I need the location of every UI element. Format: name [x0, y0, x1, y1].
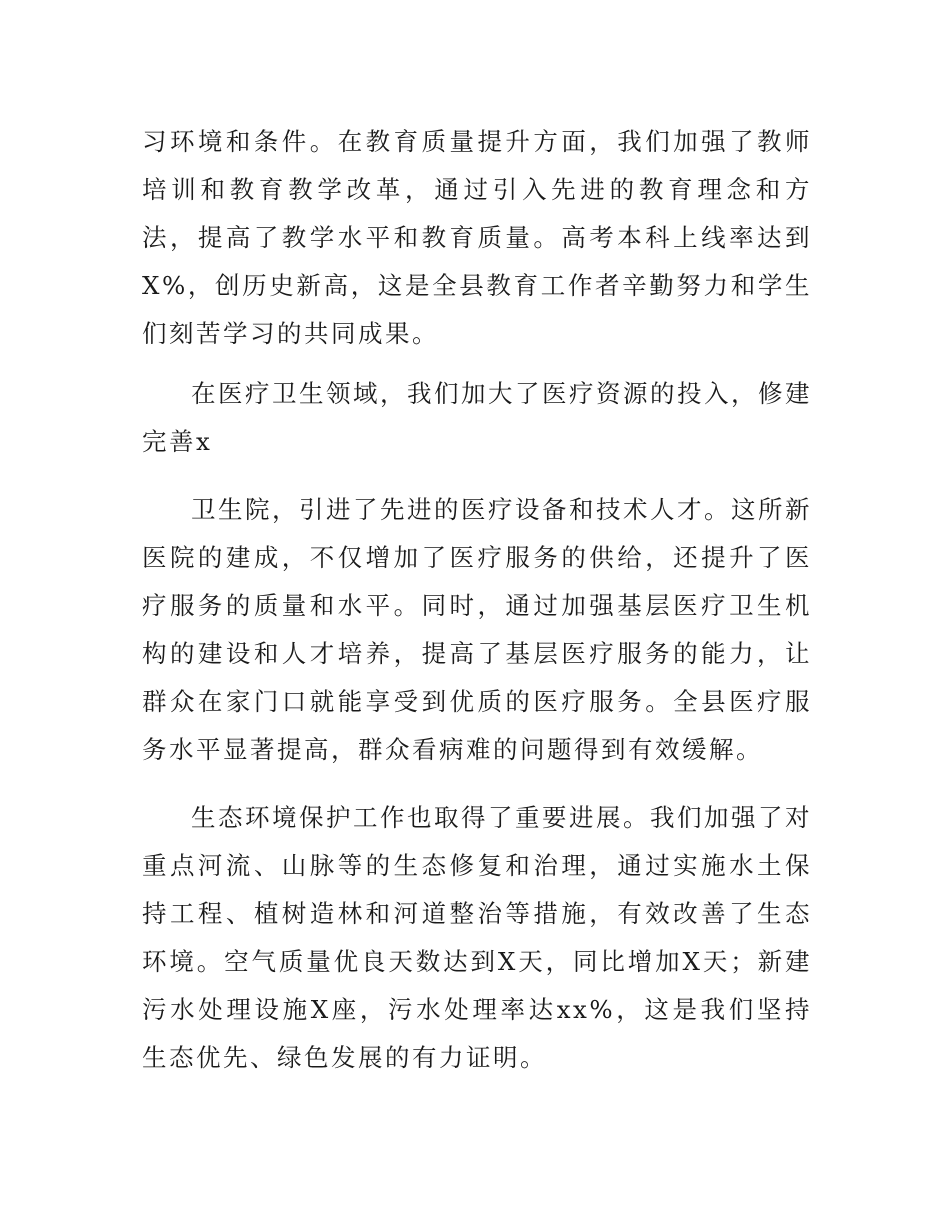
paragraph-healthcare-intro: 在医疗卫生领域，我们加大了医疗资源的投入，修建完善x — [142, 379, 812, 456]
paragraph-education-continued: 习环境和条件。在教育质量提升方面，我们加强了教师培训和教育教学改革，通过引入先进的教育理念和方法，提高了教学水平和教育质量。高考本科上线率达到X%，创历史新高，这是全县教育工作者辛勤努力和学生们刻苦学习的共同成果。 — [142, 127, 812, 348]
document-body — [142, 118, 812, 1082]
paragraph-healthcare-details: 卫生院，引进了先进的医疗设备和技术人才。这所新医院的建成，不仅增加了医疗服务的供给，还提升了医疗服务的质量和水平。同时，通过加强基层医疗卫生机构的建设和人才培养，提高了基层医疗服务的能力，让群众在家门口就能享受到优质的医疗服务。全县医疗服务水平显著提高，群众看病难的问题得到有效缓解。 — [142, 495, 812, 764]
paragraph-environment: 生态环境保护工作也取得了重要进展。我们加强了对重点河流、山脉等的生态修复和治理，通过实施水土保持工程、植树造林和河道整治等措施，有效改善了生态环境。空气质量优良天数达到X天，同比增加X天；新建污水处理设施X座，污水处理率达xx%，这是我们坚持生态优先、绿色发展的有力证明。 — [142, 803, 812, 1072]
